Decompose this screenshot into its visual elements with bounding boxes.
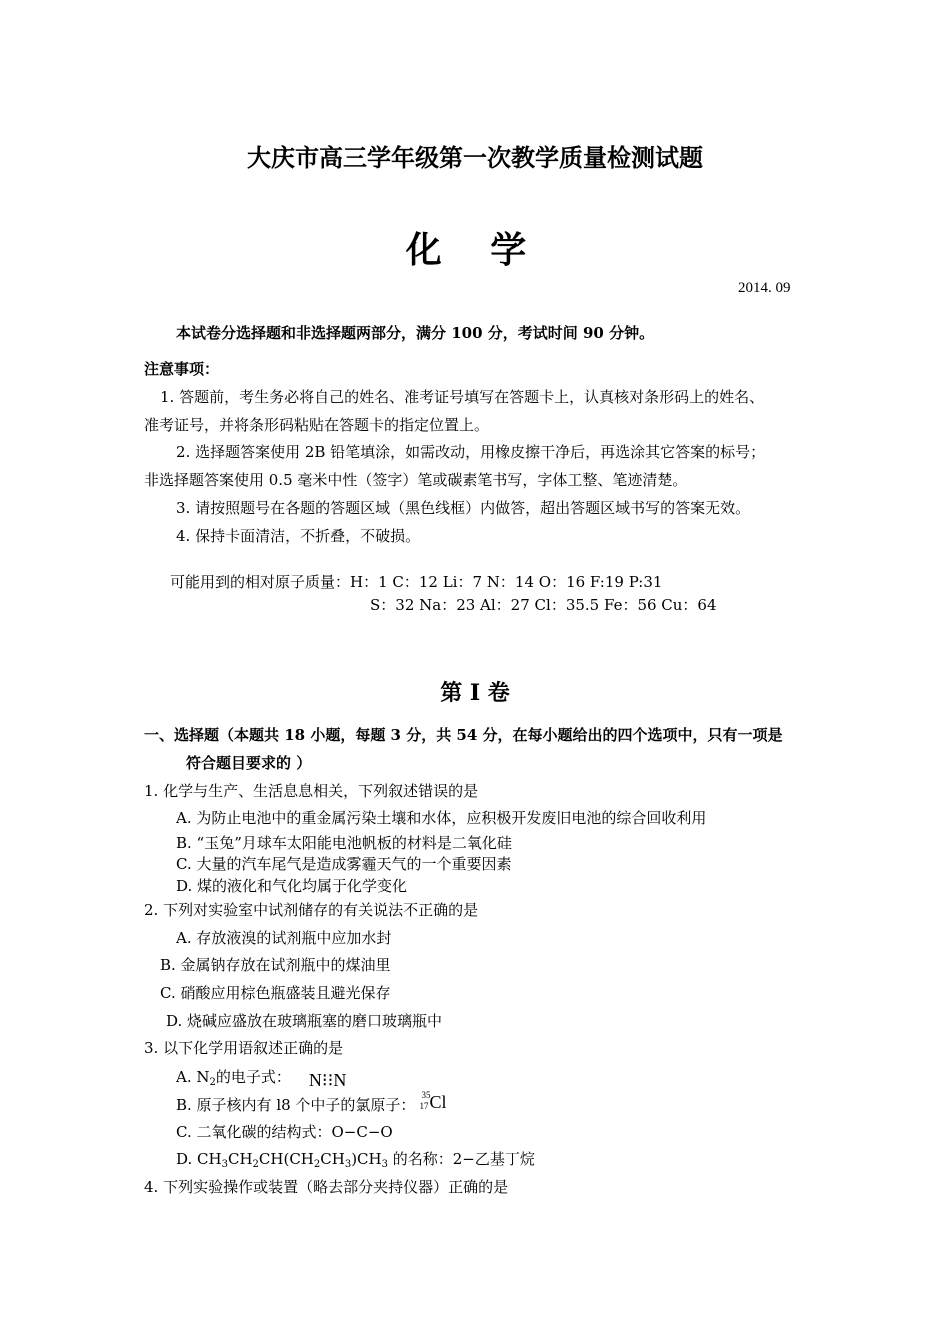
question-1-option-d: D. 煤的液化和气化均属于化学变化 xyxy=(176,877,408,895)
subject-title: 化 学 xyxy=(405,229,545,271)
notice-item-4: 4. 保持卡面清洁，不折叠，不破损。 xyxy=(176,527,421,545)
section-title: 第 I 卷 xyxy=(440,680,510,706)
question-1-option-b: B. “玉兔”月球车太阳能电池帆板的材料是二氧化硅 xyxy=(176,834,512,852)
chlorine-isotope-symbol xyxy=(415,1090,451,1116)
section-instruction-cont: 符合题目要求的 ） xyxy=(186,754,312,772)
question-3-option-a xyxy=(176,1066,346,1091)
notice-item-2: 2. 选择题答案使用 2B 铅笔填涂，如需改动，用橡皮擦干净后，再选涂其它答案的标号； xyxy=(176,443,766,461)
formula-part: )CH xyxy=(351,1150,382,1168)
section-instruction: 一、选择题（本题共 18 小题，每题 3 分，共 54 分，在每小题给出的四个选项中，只有一项是 xyxy=(144,726,783,744)
option-a-suffix: 的电子式： xyxy=(215,1068,291,1086)
question-3-option-b xyxy=(176,1090,451,1116)
isotope-mass-number: 35 xyxy=(421,1090,431,1100)
subscript: 3 xyxy=(344,1159,352,1170)
formula-part: D. CH xyxy=(176,1150,222,1168)
exam-intro: 本试卷分选择题和非选择题两部分，满分 100 分，考试时间 90 分钟。 xyxy=(176,324,655,342)
option-a-prefix: A. N xyxy=(176,1068,210,1086)
formula-part: CH(CH xyxy=(258,1150,314,1168)
question-2-option-d: D. 烧碱应盛放在玻璃瓶塞的磨口玻璃瓶中 xyxy=(166,1012,443,1030)
question-1-option-c: C. 大量的汽车尾气是造成雾霾天气的一个重要因素 xyxy=(176,855,512,873)
question-4-stem: 4. 下列实验操作或装置（略去部分夹持仪器）正确的是 xyxy=(144,1178,509,1196)
question-2-option-a: A. 存放液溴的试剂瓶中应加水封 xyxy=(176,929,392,947)
question-1-option-a: A. 为防止电池中的重金属污染土壤和水体，应积极开发废旧电池的综合回收利用 xyxy=(176,809,707,827)
option-b-text: B. 原子核内有 l8 个中子的氯原子： xyxy=(176,1096,416,1114)
atomic-masses-line-2: S：32 Na：23 Al：27 Cl：35.5 Fe：56 Cu：64 xyxy=(370,596,717,614)
element-symbol: Cl xyxy=(429,1092,447,1112)
question-2-option-c: C. 硝酸应用棕色瓶盛装且避光保存 xyxy=(160,984,391,1002)
subscript: 2 xyxy=(209,1077,216,1088)
notice-item-1-cont: 准考证号，并将条形码粘贴在答题卡的指定位置上。 xyxy=(144,416,490,434)
subscript: 2 xyxy=(252,1159,259,1170)
n2-electron-formula: N⁝⁝N xyxy=(308,1070,347,1090)
question-2-stem: 2. 下列对实验室中试剂储存的有关说法不正确的是 xyxy=(144,901,479,919)
option-d-suffix: 的名称：2−乙基丁烷 xyxy=(387,1150,535,1168)
exam-title: 大庆市高三学年级第一次教学质量检测试题 xyxy=(247,143,703,172)
subscript: 3 xyxy=(221,1159,228,1170)
question-3-option-c: C. 二氧化碳的结构式：O−C−O xyxy=(176,1123,393,1141)
formula-part: CH xyxy=(227,1150,253,1168)
subscript: 3 xyxy=(381,1159,388,1170)
notice-heading: 注意事项： xyxy=(144,360,220,378)
atomic-masses-line-1: 可能用到的相对原子质量：H：1 C：12 Li：7 N：14 O：16 F:19 P:31 xyxy=(170,573,663,591)
question-1-stem: 1. 化学与生产、生活息息相关，下列叙述错误的是 xyxy=(144,782,479,800)
notice-item-2-cont: 非选择题答案使用 0.5 毫米中性（签字）笔或碳素笔书写，字体工整、笔迹清楚。 xyxy=(144,471,688,489)
subscript: 2 xyxy=(313,1159,321,1170)
isotope-atomic-number: 17 xyxy=(419,1101,429,1111)
question-3-stem: 3. 以下化学用语叙述正确的是 xyxy=(144,1039,344,1057)
exam-date: 2014. 09 xyxy=(738,280,791,296)
notice-item-3: 3. 请按照题号在各题的答题区域（黑色线框）内做答，超出答题区域书写的答案无效。 xyxy=(176,499,751,517)
notice-item-1: 1. 答题前，考生务必将自己的姓名、准考证号填写在答题卡上，认真核对条形码上的姓名、 xyxy=(160,388,765,406)
question-3-option-d xyxy=(176,1148,535,1170)
formula-part: CH xyxy=(320,1150,345,1168)
question-2-option-b: B. 金属钠存放在试剂瓶中的煤油里 xyxy=(160,956,391,974)
